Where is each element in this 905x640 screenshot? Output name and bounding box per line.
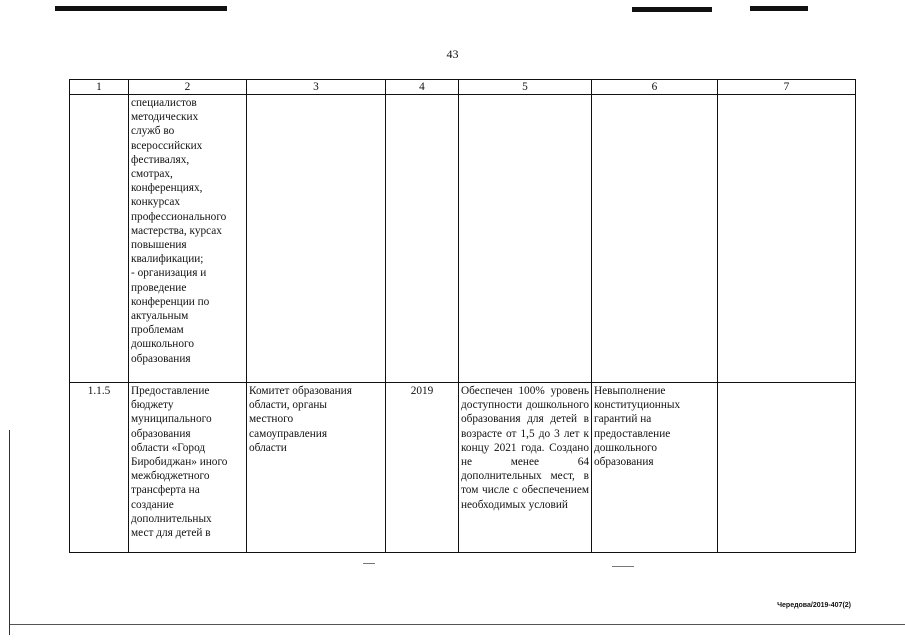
row-number-cell: 1.1.5 bbox=[70, 383, 129, 553]
table-row bbox=[70, 95, 856, 383]
page-number: 43 bbox=[446, 47, 459, 61]
scan-bar-mid bbox=[632, 7, 712, 12]
row-number-cell bbox=[70, 95, 129, 383]
result-cell bbox=[459, 95, 592, 383]
footer-document-code: Чередова/2019-407(2) bbox=[777, 602, 851, 609]
column-header: 1 bbox=[70, 80, 129, 95]
table-row bbox=[70, 383, 856, 553]
column-header: 3 bbox=[247, 80, 386, 95]
result-cell: Обеспечен 100% уровень доступности дошкольного образования для детей в возрасте от 1,5 до 3 лет к концу 2021 года. Создано не менее 64 дополнительных мест, в том числе с обеспечением необходимых условий bbox=[459, 383, 592, 553]
executor-cell bbox=[247, 95, 386, 383]
scan-left-edge bbox=[9, 430, 10, 635]
scan-bottom-edge bbox=[10, 624, 905, 625]
year-cell bbox=[386, 95, 459, 383]
activity-cell: Предоставление бюджету муниципального образования области «Город Биробиджан» иного межбюджетного трансферта на создание дополнительных мест для детей в bbox=[129, 383, 247, 553]
consequence-cell: Невыполнение конституционных гарантий на предоставление дошкольного образования bbox=[592, 383, 718, 553]
column-header: 5 bbox=[459, 80, 592, 95]
column-header: 4 bbox=[386, 80, 459, 95]
scan-mark-1 bbox=[363, 563, 375, 564]
consequence-cell bbox=[592, 95, 718, 383]
scan-bar-right bbox=[750, 6, 808, 11]
year-cell: 2019 bbox=[386, 383, 459, 553]
scan-bar-left bbox=[55, 6, 227, 11]
relation-cell bbox=[718, 383, 856, 553]
executor-cell: Комитет образования области, органы местного самоуправления области bbox=[247, 383, 386, 553]
scan-mark-2 bbox=[612, 566, 634, 567]
table-header-row bbox=[70, 80, 856, 95]
activity-cell: специалистов методических служб во всероссийских фестивалях, смотрах, конференциях, конкурсах профессионального мастерства, курсах повышения квалификации; - организация и проведение конференции по актуальным проблемам дошкольного образования bbox=[129, 95, 247, 383]
column-header: 2 bbox=[129, 80, 247, 95]
document-table bbox=[69, 79, 856, 553]
column-header: 6 bbox=[592, 80, 718, 95]
relation-cell bbox=[718, 95, 856, 383]
column-header: 7 bbox=[718, 80, 856, 95]
